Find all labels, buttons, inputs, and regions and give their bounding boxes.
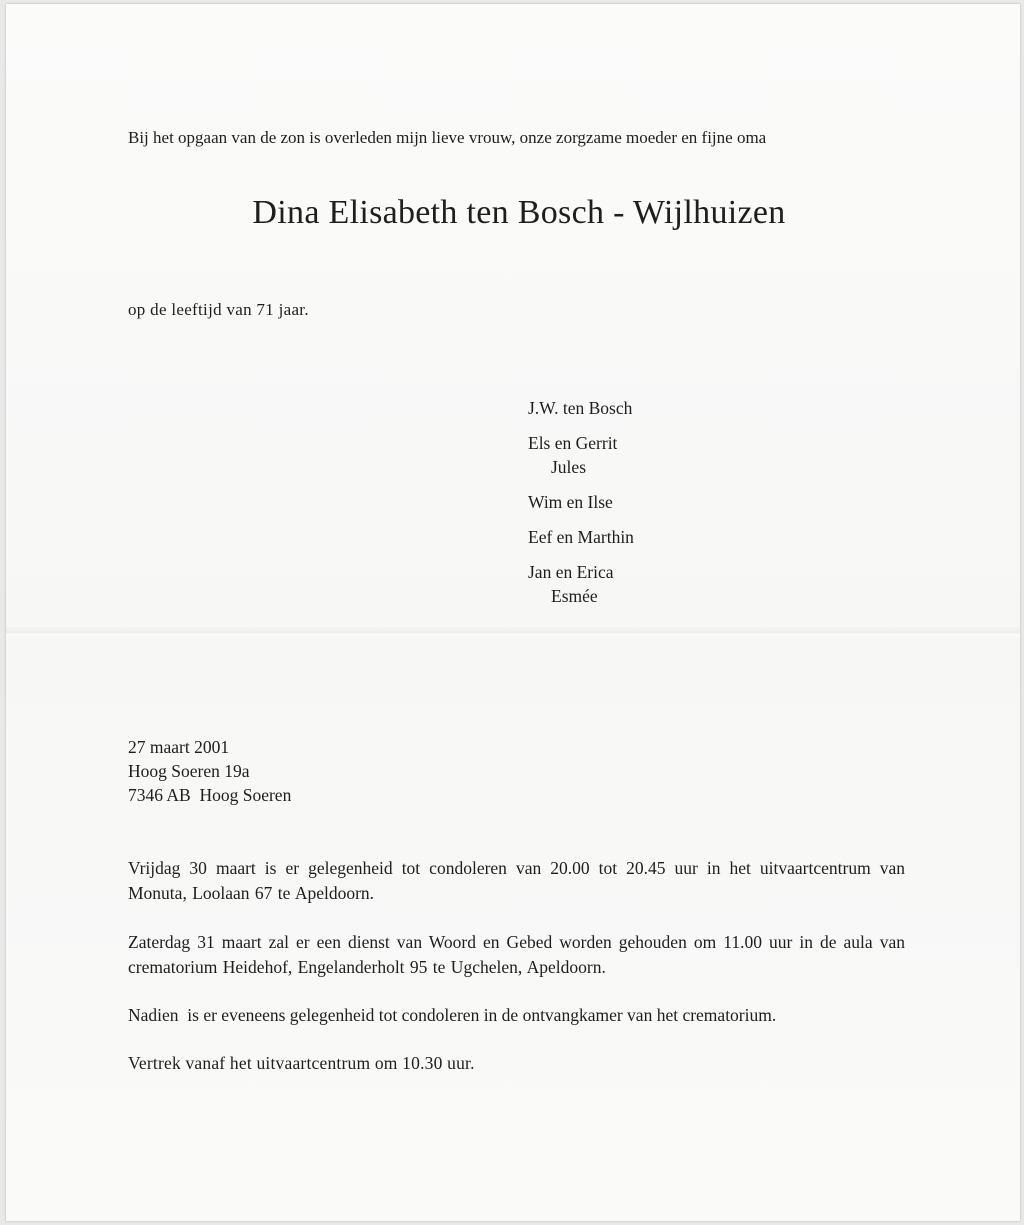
family-names: Jan en Erica bbox=[528, 562, 614, 582]
paper-fold bbox=[6, 626, 1020, 640]
announcement-card bbox=[6, 4, 1020, 1221]
service-paragraph: Zaterdag 31 maart zal er een dienst van Woord en Gebed worden gehouden om 11.00 uur in de aula van crematorium Heidehof, Engelanderholt 95 te Ugchelen, Apeldoorn. bbox=[128, 932, 905, 977]
family-names: J.W. ten Bosch bbox=[528, 398, 633, 418]
family-entry bbox=[528, 431, 634, 479]
family-entry bbox=[528, 560, 634, 608]
correspondence-address bbox=[128, 735, 291, 807]
family-entry bbox=[528, 525, 634, 549]
family-names: Wim en Ilse bbox=[528, 492, 613, 512]
family-entry bbox=[528, 490, 634, 514]
departure-paragraph: Vertrek vanaf het uitvaartcentrum om 10.30 uur. bbox=[128, 1053, 475, 1073]
family-names: Eef en Marthin bbox=[528, 527, 634, 547]
family-list bbox=[528, 396, 634, 619]
address-street: Hoog Soeren 19a bbox=[128, 761, 250, 781]
family-names: Els en Gerrit bbox=[528, 433, 618, 453]
condolence-paragraph: Vrijdag 30 maart is er gelegenheid tot condoleren van 20.00 tot 20.45 uur in het uitvaartcentrum van Monuta, Loolaan 67 te Apeldoorn. bbox=[128, 858, 905, 903]
family-grandchild: Esmée bbox=[551, 586, 598, 606]
afterwards-paragraph: Nadien is er eveneens gelegenheid tot condoleren in de ontvangkamer van het crematorium. bbox=[128, 1005, 777, 1025]
family-entry bbox=[528, 396, 634, 420]
intro-text: Bij het opgaan van de zon is overleden mijn lieve vrouw, onze zorgzame moeder en fijne oma bbox=[128, 128, 767, 147]
announcement-date: 27 maart 2001 bbox=[128, 737, 230, 757]
age-text: op de leeftijd van 71 jaar. bbox=[128, 300, 309, 319]
address-city: 7346 AB Hoog Soeren bbox=[128, 785, 292, 805]
family-grandchild: Jules bbox=[551, 457, 586, 477]
deceased-name: Dina Elisabeth ten Bosch - Wijlhuizen bbox=[252, 194, 786, 231]
